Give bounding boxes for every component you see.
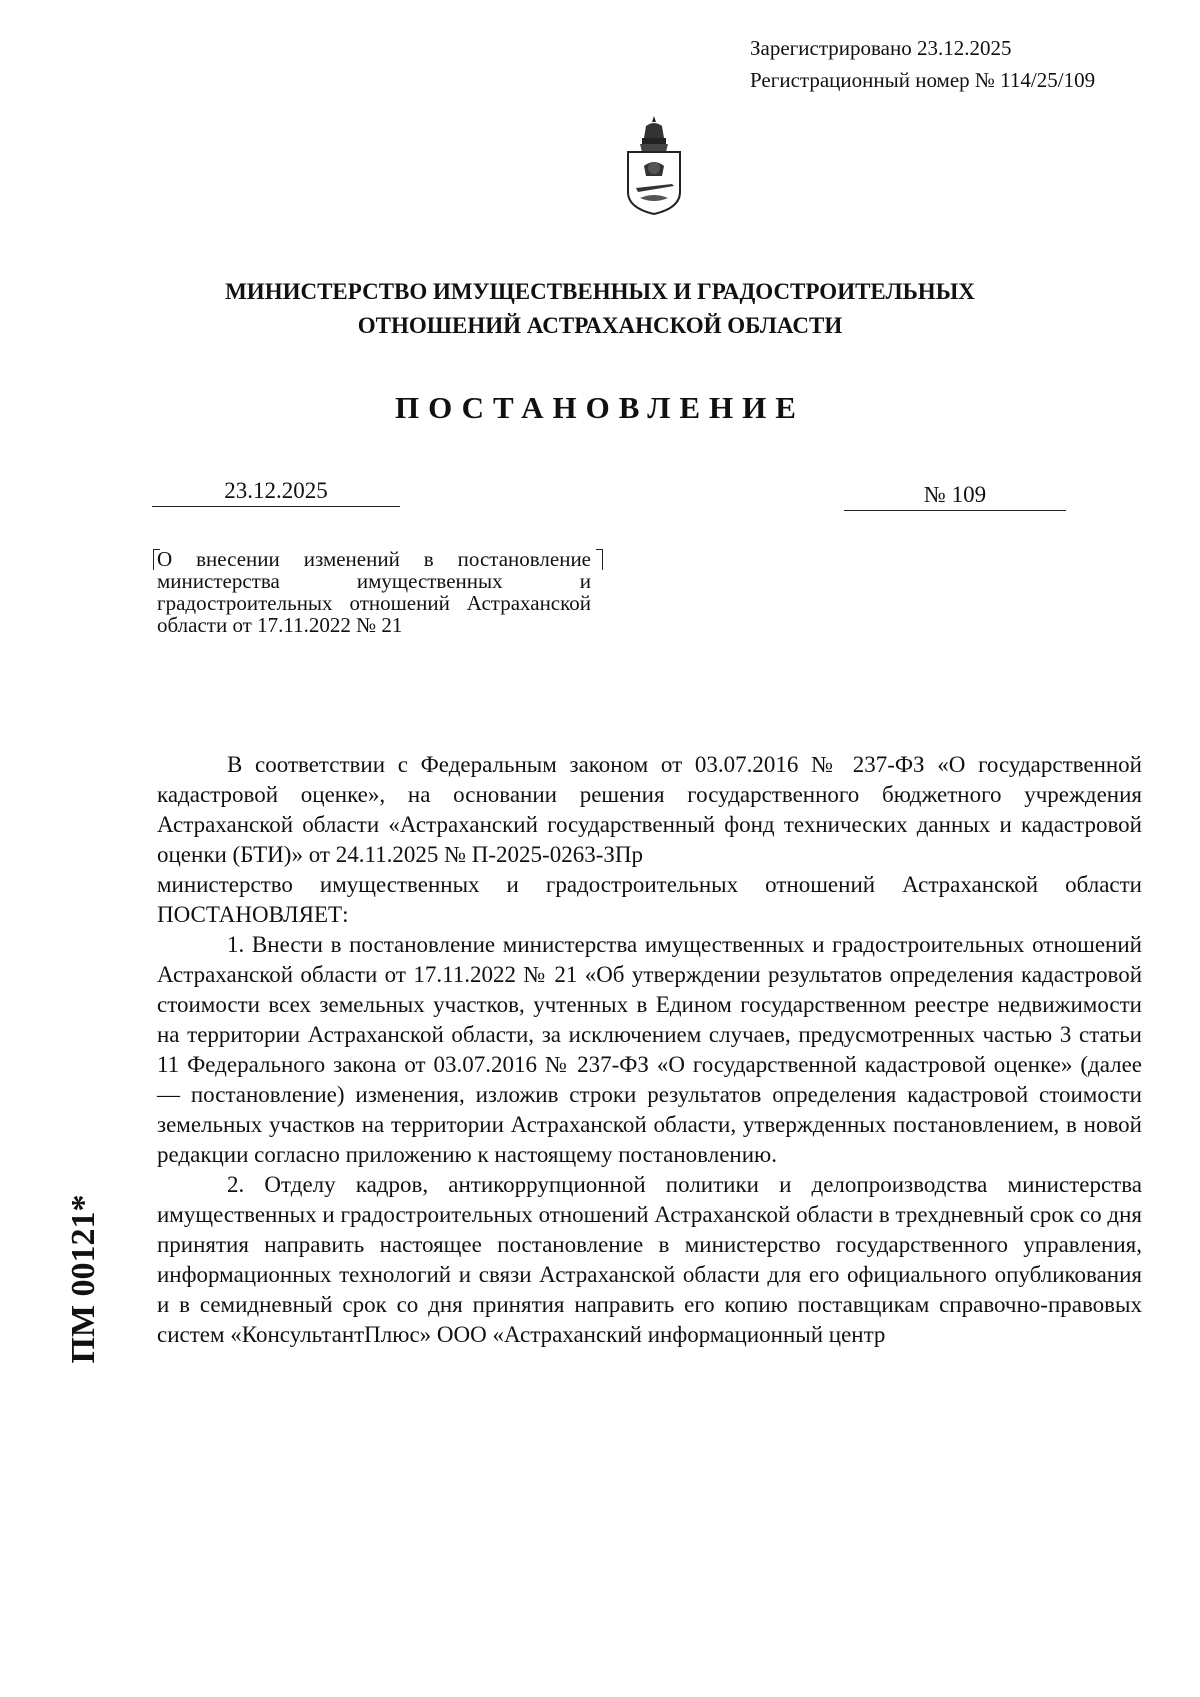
document-subject bbox=[157, 548, 591, 636]
document-type-heading: ПОСТАНОВЛЕНИЕ bbox=[395, 390, 805, 425]
registration-number: Регистрационный номер № 114/25/109 bbox=[750, 68, 1096, 92]
ministry-name-line-2: ОТНОШЕНИЙ АСТРАХАНСКОЙ ОБЛАСТИ bbox=[357, 313, 843, 338]
preamble-paragraph: В соответствии с Федеральным законом от 03.07.2016 № 237-ФЗ «О государственной кадастровой оценке», на основании решения государственного бюджетного учреждения Астраханской области «Астраханский государственный фонд технических данных и кадастровой оценки (БТИ)» от 24.11.2025 № П-2025-0263-ЗПр bbox=[157, 752, 1142, 867]
item-2-paragraph: 2. Отделу кадров, антикоррупционной политики и делопроизводства министерства имущественных и градостроительных отношений Астраханской области в трехдневный срок со дня принятия направить настоящее постановление в министерство государственного управления, информационных технологий и связи Астраханской области для его официального опубликования и в семидневный срок со дня принятия направить его копию поставщикам справочно-правовых систем «КонсультантПлюс» ООО «Астраханский информационный центр bbox=[157, 1172, 1142, 1347]
item-1-paragraph: 1. Внести в постановление министерства имущественных и градостроительных отношений Астраханской области от 17.11.2022 № 21 «Об утверждении результатов определения кадастровой стоимости всех земельных участков, учтенных в Едином государственном реестре недвижимости на территории Астраханской области, за исключением случаев, предусмотренных частью 3 статьи 11 Федерального закона от 03.07.2016 № 237-ФЗ «О государственной кадастровой оценке» (далее — постановление) изменения, изложив строки результатов определения кадастровой стоимости земельных участков на территории Астраханской области, утвержденных постановлением, в новой редакции согласно приложению к настоящему постановлению. bbox=[157, 932, 1142, 1167]
side-stamp-code: ПМ 00121* bbox=[65, 1194, 102, 1364]
registration-stamp bbox=[750, 32, 1095, 96]
subject-text: О внесении изменений в постановление министерства имущественных и градостроительных отношений Астраханской области от 17.11.2022 № 21 bbox=[157, 547, 591, 637]
resolves-paragraph: министерство имущественных и градостроительных отношений Астраханской области ПОСТАНОВЛЯЕТ: bbox=[157, 872, 1142, 927]
document-body bbox=[157, 750, 1142, 1350]
ministry-name bbox=[190, 275, 1010, 343]
document-date: 23.12.2025 bbox=[152, 476, 400, 507]
subject-bracket-right bbox=[596, 549, 603, 570]
subject-bracket-left bbox=[153, 549, 160, 570]
ministry-name-line-1: МИНИСТЕРСТВО ИМУЩЕСТВЕННЫХ И ГРАДОСТРОИТЕЛЬНЫХ bbox=[225, 279, 975, 304]
registration-date: Зарегистрировано 23.12.2025 bbox=[750, 36, 1012, 60]
astrakhan-coat-of-arms-icon bbox=[622, 112, 686, 216]
document-number: № 109 bbox=[844, 480, 1066, 511]
